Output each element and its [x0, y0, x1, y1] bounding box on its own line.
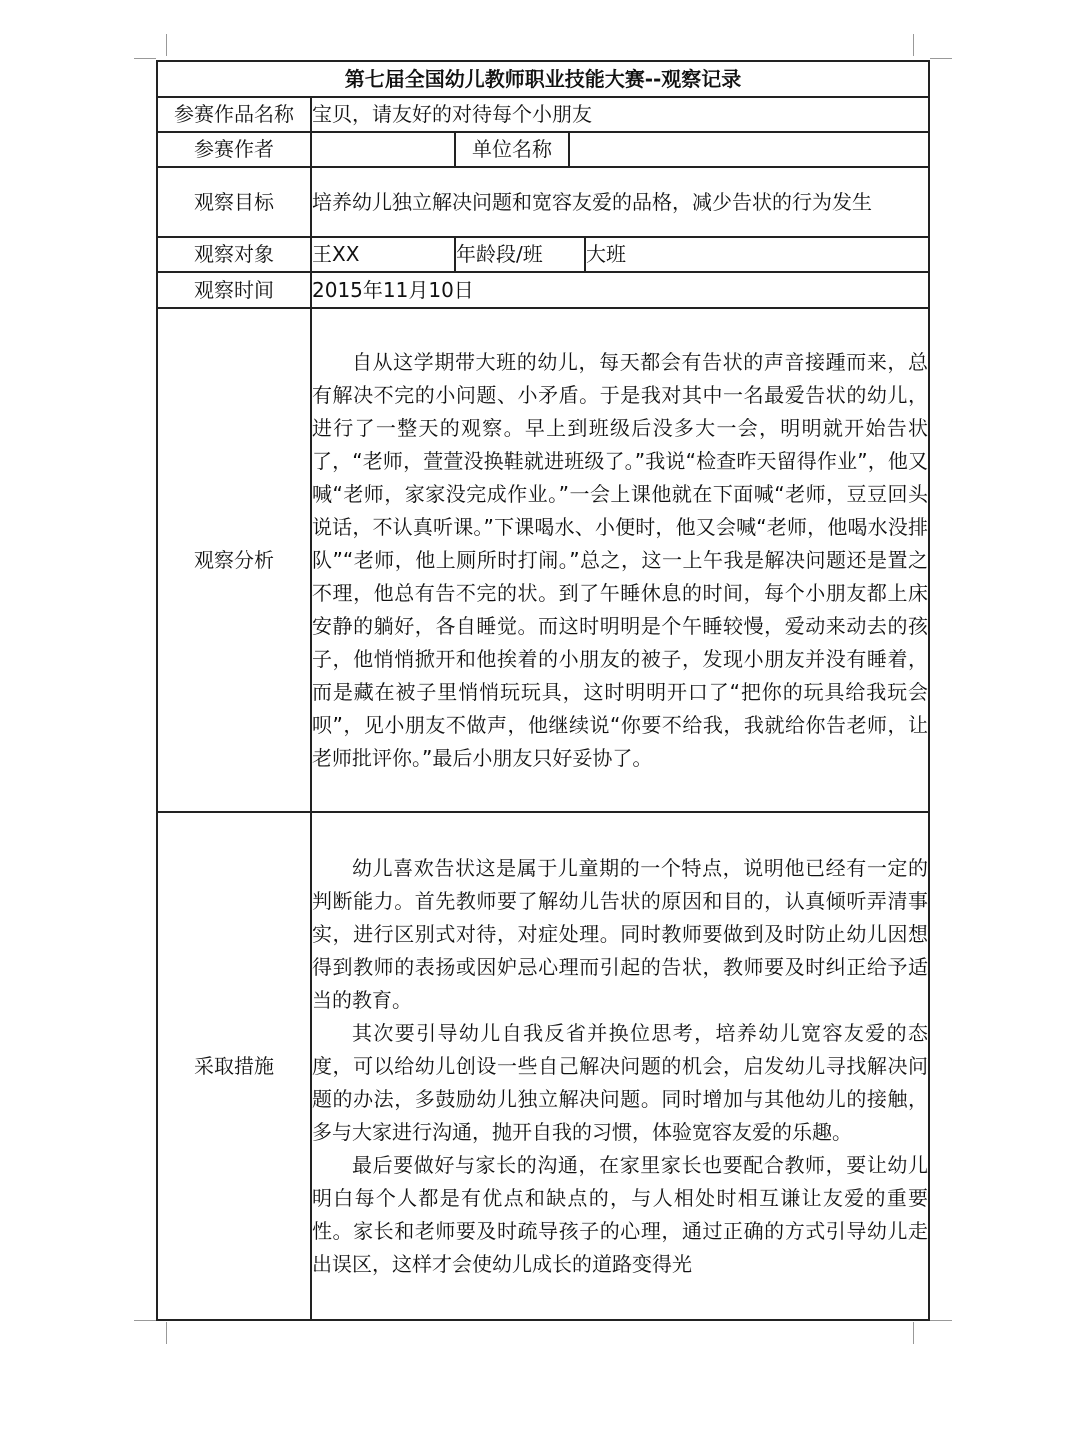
- crop-mark-top-left-h: [134, 58, 156, 59]
- subject-value: 王XX: [311, 237, 455, 272]
- author-label: 参赛作者: [157, 132, 311, 167]
- analysis-label: 观察分析: [157, 308, 311, 812]
- goal-label: 观察目标: [157, 167, 311, 237]
- crop-mark-top-left: [166, 34, 167, 56]
- age-class-value: 大班: [585, 237, 929, 272]
- unit-name-value: [569, 132, 929, 167]
- crop-mark-bottom-right-h: [930, 1320, 952, 1321]
- document-title: 第七届全国幼儿教师职业技能大赛--观察记录: [157, 61, 929, 97]
- work-name-value: 宝贝，请友好的对待每个小朋友: [311, 97, 929, 132]
- crop-mark-bottom-left-h: [134, 1320, 156, 1321]
- measures-paragraph-3: 最后要做好与家长的沟通，在家里家长也要配合教师，要让幼儿明白每个人都是有优点和缺点的，与人相处时相互谦让友爱的重要性。家长和老师要及时疏导孩子的心理，通过正确的方式引导幼儿走出误区，这样才会使幼儿成长的道路变得光: [312, 1152, 929, 1276]
- goal-value: 培养幼儿独立解决问题和宽容友爱的品格，减少告状的行为发生: [311, 167, 929, 237]
- work-name-label: 参赛作品名称: [157, 97, 311, 132]
- age-class-label: 年龄段/班: [455, 237, 585, 272]
- unit-name-label: 单位名称: [455, 132, 569, 167]
- crop-mark-top-right: [913, 34, 914, 56]
- crop-mark-bottom-left: [166, 1322, 167, 1344]
- author-value: [311, 132, 455, 167]
- time-label: 观察时间: [157, 272, 311, 308]
- crop-mark-bottom-right: [913, 1322, 914, 1344]
- time-value: 2015年11月10日: [311, 272, 929, 308]
- analysis-text: [311, 308, 929, 812]
- observation-record-table: [156, 60, 930, 1321]
- analysis-paragraph: 自从这学期带大班的幼儿，每天都会有告状的声音接踵而来，总有解决不完的小问题、小矛盾。于是我对其中一名最爱告状的幼儿，进行了一整天的观察。早上到班级后没多大一会，明明就开始告状了，“老师，萱萱没换鞋就进班级了。”我说“检查昨天留得作业”，他又喊“老师，家家没完成作业。”一会上课他就在下面喊“老师，豆豆回头说话，不认真听课。”下课喝水、小便时，他又会喊“老师，他喝水没排队”“老师，他上厕所时打闹。”总之，这一上午我是解决问题还是置之不理，他总有告不完的状。到了午睡休息的时间，每个小朋友都上床安静的躺好，各自睡觉。而这时明明是个午睡较慢，爱动来动去的孩子，他悄悄掀开和他挨着的小朋友的被子，发现小朋友并没有睡着，而是藏在被子里悄悄玩玩具，这时明明开口了“把你的玩具给我玩会呗”，见小朋友不做声，他继续说“你要不给我，我就给你告老师，让老师批评你。”最后小朋友只好妥协了。: [312, 349, 929, 770]
- measures-label: 采取措施: [157, 812, 311, 1320]
- subject-label: 观察对象: [157, 237, 311, 272]
- measures-text: [311, 812, 929, 1320]
- measures-paragraph-2: 其次要引导幼儿自我反省并换位思考，培养幼儿宽容友爱的态度，可以给幼儿创设一些自己解决问题的机会，启发幼儿寻找解决问题的办法，多鼓励幼儿独立解决问题。同时增加与其他幼儿的接触，多与大家进行沟通，抛开自我的习惯，体验宽容友爱的乐趣。: [312, 1020, 929, 1144]
- crop-mark-top-right-h: [930, 58, 952, 59]
- measures-paragraph-1: 幼儿喜欢告状这是属于儿童期的一个特点，说明他已经有一定的判断能力。首先教师要了解幼儿告状的原因和目的，认真倾听弄清事实，进行区别式对待，对症处理。同时教师要做到及时防止幼儿因想得到教师的表扬或因妒忌心理而引起的告状，教师要及时纠正给予适当的教育。: [312, 855, 929, 1012]
